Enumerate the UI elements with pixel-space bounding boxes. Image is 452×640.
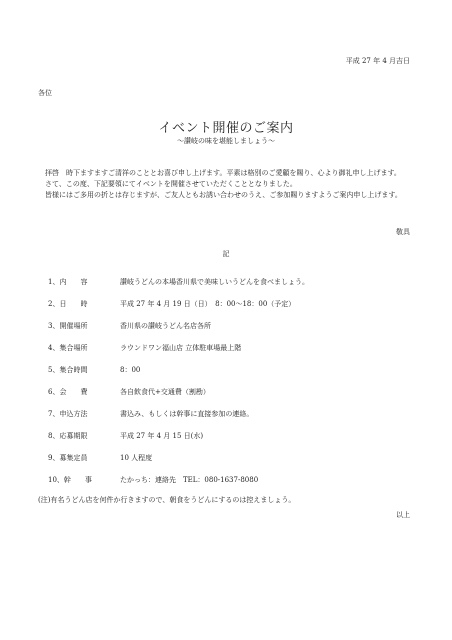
recipient: 各位 [38,89,52,97]
detail-label: 9、募集定員 [48,454,88,462]
body-paragraph: さて、この度、下記要領にてイベントを開催させていただくこととなりました。 [38,180,297,188]
document-title: イベント開催のご案内 [158,121,294,136]
detail-label: 4、集合場所 [48,344,88,352]
body-paragraph: 皆様にはご多用の折とは存じますが、ご友人ともお誘い合わせのうえ、ご参加賜りますようご案内申し上げます。 [38,191,402,199]
detail-value: 平成 27 年 4 月 19 日（日） 8：00～18：00（予定） [120,300,296,308]
detail-label: 2、日 時 [48,300,88,308]
detail-value: 書込み、もしくは幹事に直接参加の連絡。 [120,410,254,418]
document-subtitle: ～讃岐の味を堪能しましょう～ [177,137,275,145]
detail-value: ラウンドワン福山店 立体駐車場最上階 [120,344,242,352]
detail-value: 各自飲食代+交通費（割勘） [120,388,210,396]
footnote: (注)有名うどん店を何件か行きますので、朝食をうどんにするのは控えましょう。 [38,496,296,504]
detail-value: 8：00 [120,366,141,374]
detail-value: 平成 27 年 4 月 15 日(水) [120,432,204,440]
closing-phrase: 敬具 [396,228,410,236]
detail-label: 5、集合時間 [48,366,88,374]
detail-value: 香川県の讃岐うどん名店各所 [120,322,211,330]
letter-body [38,168,414,201]
body-paragraph: 拝啓 時下ますますご清祥のこととお喜び申し上げます。平素は格別のご愛顧を賜り、心より御礼申し上げます。 [38,169,401,177]
detail-label: 10、幹 事 [48,476,92,484]
detail-label: 3、開催場所 [48,322,88,330]
detail-label: 6、会 費 [48,388,88,396]
detail-value: たかっち：連絡先 TEL：080-1637-8080 [120,476,259,484]
detail-label: 1、内 容 [48,278,88,286]
detail-label: 7、申込方法 [48,410,88,418]
end-mark: 以上 [396,511,410,519]
detail-value: 讃岐うどんの本場香川県で美味しいうどんを食べましょう。 [120,278,309,286]
detail-label: 8、応募期限 [48,432,88,440]
issue-date: 平成 27 年 4 月吉日 [345,57,410,65]
ki-heading: 記 [222,250,230,258]
detail-value: 10 人程度 [120,454,153,462]
